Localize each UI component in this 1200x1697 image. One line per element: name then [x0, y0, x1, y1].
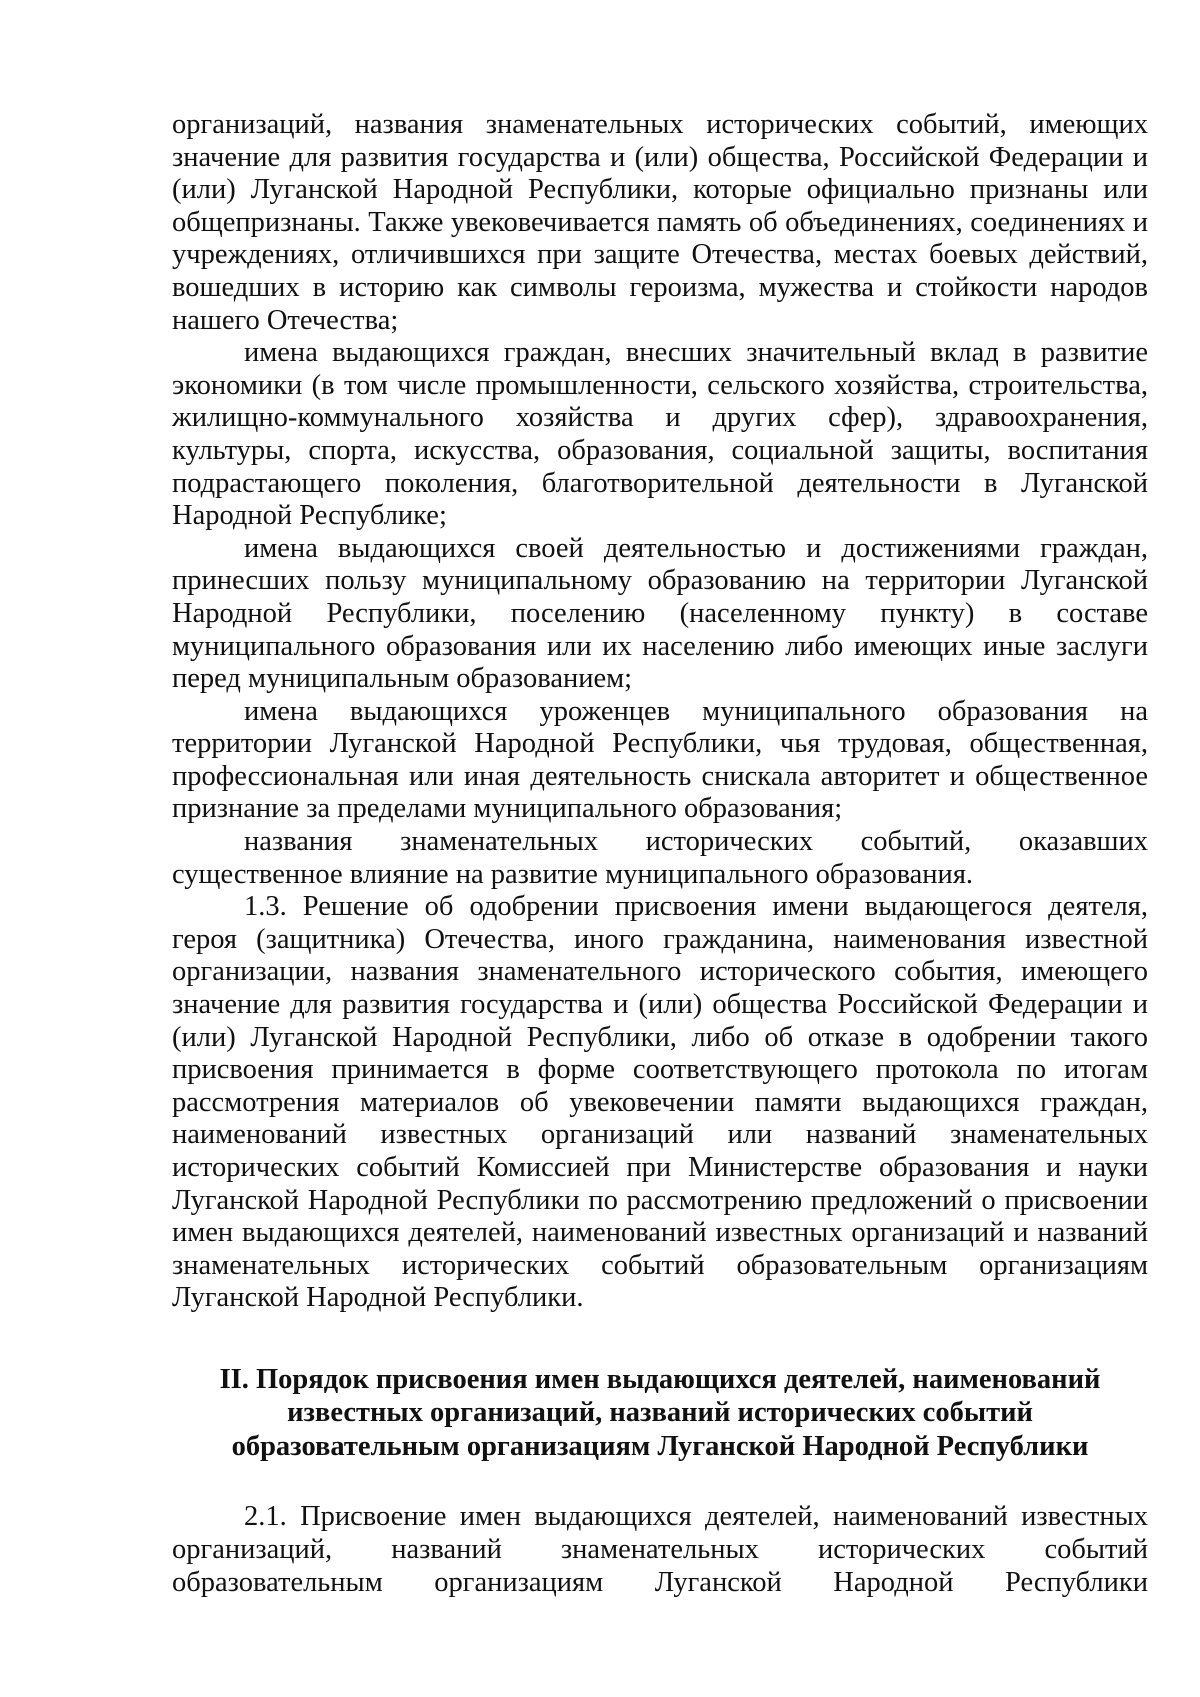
para-natives: имена выдающихся уроженцев муниципального образования на территории Луганской Народной Республики, чья трудовая, общественная, профессиональная или иная деятельность снискала авторитет и общественное признание за пределами муниципального образования; [172, 695, 1148, 825]
section-heading-line-2: известных организаций, названий исторических событий [287, 1397, 1033, 1429]
para-1-3-decision: 1.3. Решение об одобрении присвоения имени выдающегося деятеля, героя (защитника) Отечества, иного гражданина, наименования известной организации, названия знаменательного исторического события, имеющего значение для развития государства и (или) общества Российской Федерации и (или) Луганской Народной Республики, либо об отказе в одобрении такого присвоения принимается в форме соответствующего протокола по итогам рассмотрения материалов об увековечении памяти выдающихся граждан, наименований известных организаций или названий знаменательных исторических событий Комиссией при Министерстве образования и науки Луганской Народной Республики по рассмотрению предложений о присвоении имен выдающихся деятелей, наименований известных организаций и названий знаменательных исторических событий образовательным организациям Луганской Народной Республики. [172, 891, 1148, 1314]
document-page [172, 109, 1148, 1599]
section-heading-line-3: образовательным организациям Луганской Народной Республики [231, 1430, 1089, 1462]
para-continuation-organizations: организаций, названия знаменательных исторических событий, имеющих значение для развития государства и (или) общества, Российской Федерации и (или) Луганской Народной Республики, которые официально признаны или общепризнаны. Также увековечивается память об объединениях, соединениях и учреждениях, отличившихся при защите Отечества, местах боевых действий, вошедших в историю как символы героизма, мужества и стойкости народов нашего Отечества; [172, 109, 1148, 336]
para-municipal-benefit: имена выдающихся своей деятельностью и достижениями граждан, принесших пользу муниципальному образованию на территории Луганской Народной Республики, поселению (населенному пункту) в составе муниципального образования или их населению либо имеющих иные заслуги перед муниципальным образованием; [172, 532, 1148, 695]
para-outstanding-citizens: имена выдающихся граждан, внесших значительный вклад в развитие экономики (в том числе промышленности, сельского хозяйства, строительства, жилищно-коммунального хозяйства и других сфер), здравоохранения, культуры, спорта, искусства, образования, социальной защиты, воспитания подрастающего поколения, благотворительной деятельности в Луганской Народной Республике; [172, 337, 1148, 532]
section-heading-line-1: II. Порядок присвоения имен выдающихся деятелей, наименований [219, 1363, 1101, 1395]
para-2-1-assignment: 2.1. Присвоение имен выдающихся деятелей, наименований известных организаций, названий знаменательных исторических событий образовательным организациям Луганской Народной Республики [172, 1501, 1148, 1598]
para-events-influence: названия знаменательных исторических событий, оказавших существенное влияние на развитие муниципального образования. [172, 826, 1148, 890]
section-heading-ii [172, 1363, 1148, 1464]
